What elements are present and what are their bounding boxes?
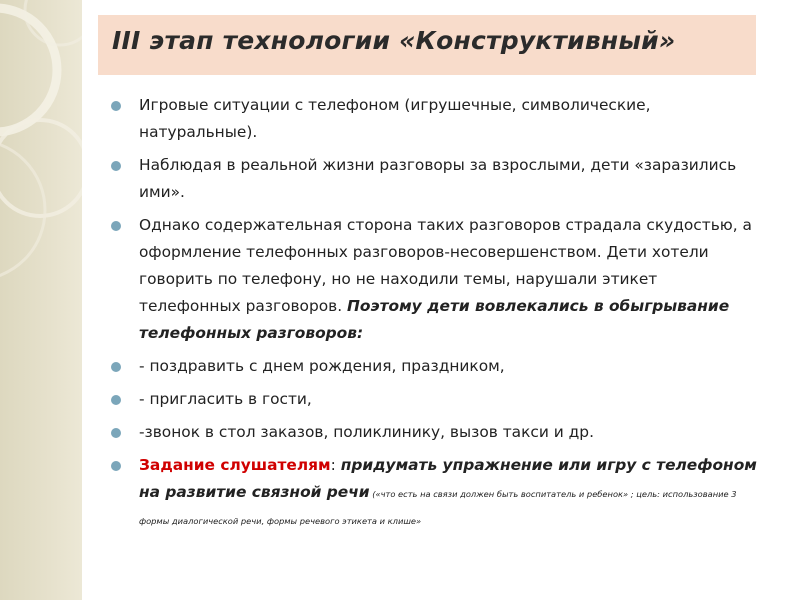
- bullet-icon: [111, 362, 121, 372]
- task-emphasis: придумать упражнение или игру с телефоном на развитие связной речи: [139, 456, 757, 501]
- list-item: [108, 419, 758, 446]
- slide-title: [112, 26, 675, 55]
- title-text: этап технологии «Конструктивный»: [140, 26, 676, 55]
- decorative-rings-icon: [0, 0, 82, 600]
- item-text: - поздравить с днем рождения, праздником,: [139, 357, 505, 375]
- list-item: [108, 386, 758, 413]
- list-item: [108, 353, 758, 380]
- list-item: [108, 212, 758, 347]
- bullet-icon: [111, 461, 121, 471]
- item-text: -звонок в стол заказов, поликлинику, вызов такси и др.: [139, 423, 594, 441]
- task-colon: :: [330, 456, 341, 474]
- bullet-icon: [111, 221, 121, 231]
- item-text: - пригласить в гости,: [139, 390, 312, 408]
- bullet-icon: [111, 101, 121, 111]
- bullet-icon: [111, 161, 121, 171]
- title-prefix: III: [112, 26, 141, 55]
- task-label: Задание слушателям: [139, 456, 331, 474]
- task-note: («что есть на связи должен быть воспитатель и ребенок» ; цель: использование 3 формы диалогической речи, формы речевого этикета и клише»: [139, 489, 737, 526]
- list-item: [108, 152, 758, 206]
- bullet-icon: [111, 428, 121, 438]
- item-text: Однако содержательная сторона таких разговоров страдала скудостью, а оформление телефонных разговоров-несовершенством. Дети хотели говорить по телефону, но не находили темы, нарушали этикет телефонных разговоров.: [139, 216, 752, 315]
- task-item: [108, 452, 758, 533]
- bullet-icon: [111, 395, 121, 405]
- left-decorative-panel: [0, 0, 82, 600]
- item-emphasis: Поэтому дети вовлекались в обыгрывание телефонных разговоров:: [139, 297, 730, 342]
- bullet-list: [108, 92, 758, 539]
- item-text: Игровые ситуации с телефоном (игрушечные, символические, натуральные).: [139, 96, 651, 141]
- list-item: [108, 92, 758, 146]
- item-text: Наблюдая в реальной жизни разговоры за взрослыми, дети «заразились ими».: [139, 156, 737, 201]
